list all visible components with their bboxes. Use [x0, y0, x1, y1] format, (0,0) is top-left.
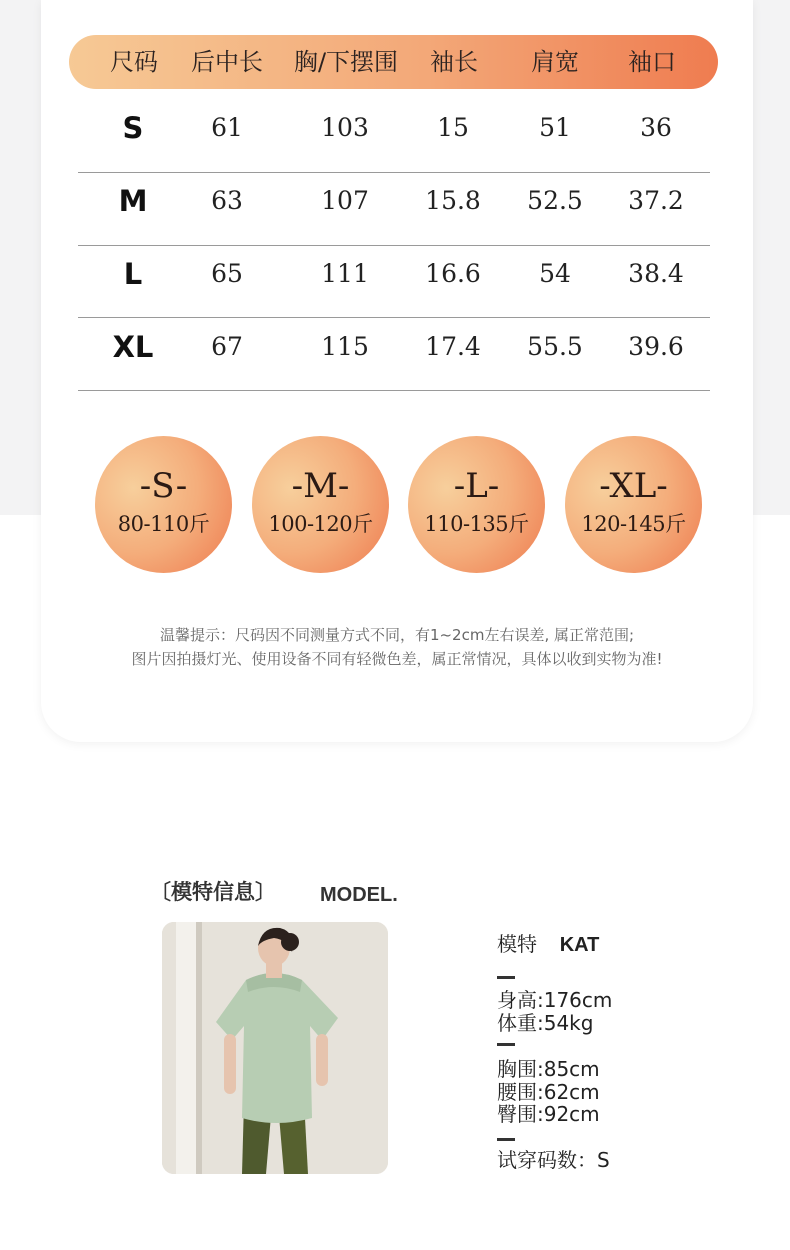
table-cell: 36 — [640, 113, 672, 142]
bubble-weight-range: 100-120斤 — [268, 512, 373, 536]
section-dash — [497, 1138, 515, 1141]
bubble-weight-range: 80-110斤 — [117, 512, 210, 536]
table-cell: 15.8 — [425, 186, 481, 215]
model-name-line — [497, 928, 599, 957]
row-divider — [78, 245, 710, 246]
row-divider — [78, 317, 710, 318]
weight-bubble-l — [408, 436, 545, 573]
table-cell: 54 — [539, 259, 571, 288]
table-cell: 67 — [211, 332, 243, 361]
note-color: 图片因拍摄灯光、使用设备不同有轻微色差，属正常情况，具体以收到实物为准! — [131, 650, 663, 668]
table-cell-size: XL — [112, 330, 154, 364]
weight-bubble-xl — [565, 436, 702, 573]
bubble-size-label: -XL- — [599, 466, 668, 506]
table-cell-size: L — [123, 257, 143, 291]
table-cell: 103 — [321, 113, 369, 142]
table-cell: 39.6 — [628, 332, 684, 361]
table-cell: 115 — [321, 332, 369, 361]
weight-bubble-s — [95, 436, 232, 573]
section-dash — [497, 976, 515, 979]
weight-bubble-m — [252, 436, 389, 573]
model-bust: 胸围:85cm — [497, 1057, 600, 1081]
table-cell: 111 — [321, 259, 369, 288]
model-weight: 体重:54kg — [497, 1011, 594, 1035]
table-cell-size: S — [122, 111, 144, 145]
table-cell: 63 — [211, 186, 243, 215]
table-cell: 61 — [211, 113, 243, 142]
table-cell: 17.4 — [425, 332, 481, 361]
bubble-size-label: -S- — [139, 466, 188, 506]
header-back-length: 后中长 — [191, 48, 263, 76]
header-sleeve-length: 袖长 — [430, 48, 478, 76]
table-cell: 15 — [437, 113, 469, 142]
note-measurement: 温馨提示：尺码因不同测量方式不同，有1~2cm左右误差, 属正常范围; — [159, 626, 635, 644]
header-cuff: 袖口 — [628, 48, 676, 76]
row-divider — [78, 390, 710, 391]
model-photo — [162, 922, 388, 1174]
header-size: 尺码 — [110, 48, 158, 76]
table-cell: 107 — [321, 186, 369, 215]
table-cell: 38.4 — [628, 259, 684, 288]
table-cell: 52.5 — [527, 186, 583, 215]
bubble-size-label: -L- — [453, 466, 500, 506]
bubble-size-label: -M- — [291, 466, 350, 506]
table-cell: 65 — [211, 259, 243, 288]
header-chest-hem: 胸/下摆围 — [293, 48, 399, 76]
header-shoulder: 肩宽 — [531, 48, 579, 76]
table-cell: 55.5 — [527, 332, 583, 361]
section-dash — [497, 1043, 515, 1046]
model-name: KAT — [559, 934, 600, 956]
model-illustration — [162, 922, 388, 1174]
table-cell: 16.6 — [425, 259, 481, 288]
model-height: 身高:176cm — [497, 988, 613, 1012]
model-name-label: 模特 — [497, 932, 537, 956]
model-hip: 臀围:92cm — [497, 1102, 600, 1126]
model-fitting-size: 试穿码数：S — [497, 1148, 610, 1172]
model-waist: 腰围:62cm — [497, 1080, 600, 1104]
bubble-weight-range: 120-145斤 — [581, 512, 686, 536]
table-cell-size: M — [118, 184, 148, 218]
model-section-title-en: MODEL. — [320, 884, 398, 906]
table-cell: 51 — [539, 113, 571, 142]
model-section-title: 〔模特信息〕 — [150, 880, 276, 904]
table-cell: 37.2 — [628, 186, 684, 215]
row-divider — [78, 172, 710, 173]
bubble-weight-range: 110-135斤 — [424, 512, 529, 536]
